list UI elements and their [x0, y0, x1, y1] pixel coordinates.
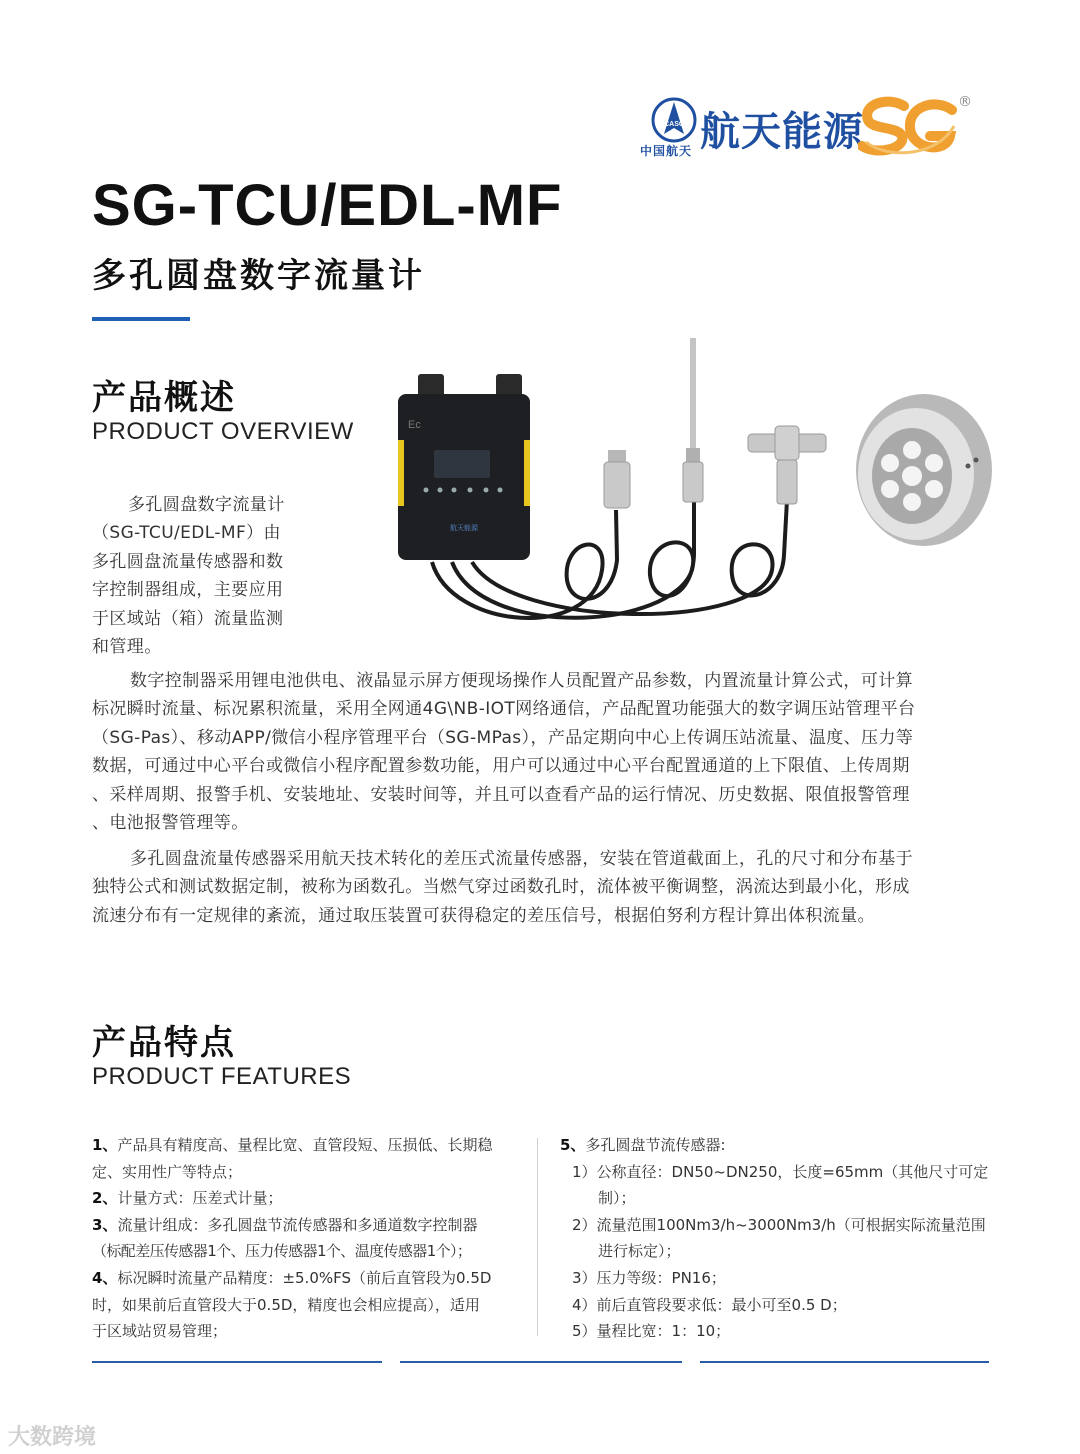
overview-paragraph-2 [92, 667, 992, 837]
features-heading-en: PRODUCT FEATURES [92, 1063, 352, 1090]
feature-line: 制）； [598, 1189, 636, 1208]
feature-heading-5: 5、多孔圆盘节流传感器: [560, 1136, 726, 1154]
paragraph-line: 独特公式和测试数据定制，被称为函数孔。当燃气穿过函数孔时，流体被平衡调整，涡流达到最小化，形成 [92, 877, 910, 898]
intro-line: 字控制器组成，主要应用 [92, 580, 284, 601]
feature-line: 2、计量方式：压差式计量； [92, 1189, 283, 1208]
paragraph-line: 多孔圆盘流量传感器采用航天技术转化的差压式流量传感器，安装在管道截面上，孔的尺寸和分布基于 [130, 849, 913, 869]
footer-rule-right [700, 1361, 989, 1363]
paragraph-line: 、电池报警管理等。 [92, 813, 249, 834]
feature-line: 于区域站贸易管理； [92, 1322, 228, 1341]
feature-line: 1、产品具有精度高、量程比宽、直管段短、压损低、长期稳 [92, 1136, 493, 1154]
paragraph-line: 数字控制器采用锂电池供电、液晶显示屏方便现场操作人员配置产品参数，内置流量计算公式，可计算 [130, 671, 913, 691]
paragraph-line: 、采样周期、报警手机、安装地址、安装时间等，并且可以查看产品的运行情况、历史数据、限值报警管理 [92, 784, 910, 805]
product-illustration [392, 330, 992, 650]
paragraph-line: （SG-Pas）、移动APP/微信小程序管理平台（SG-MPas），产品定期向中心上传调压站流量、温度、压力等 [92, 727, 914, 748]
sg-logo [858, 96, 958, 160]
svg-text:CASC: CASC [664, 121, 684, 128]
paragraph-line: 流速分布有一定规律的紊流，通过取压装置可获得稳定的差压信号，根据伯努利方程计算出体积流量。 [92, 905, 875, 926]
feature-line: （标配差压传感器1个、压力传感器1个、温度传感器1个）； [92, 1242, 472, 1261]
feature-line: 4）前后直管段要求低：最小可至0.5 D； [572, 1295, 847, 1314]
feature-line: 4、标况瞬时流量产品精度：±5.0%FS（前后直管段为0.5D [92, 1268, 492, 1287]
features-left-column [92, 1132, 532, 1345]
intro-line: 于区域站（箱）流量监测 [92, 608, 284, 629]
product-name-cn: 多孔圆盘数字流量计 [92, 256, 425, 296]
feature-line: 5）量程比宽：1：10； [572, 1322, 731, 1341]
feature-line: 2）流量范围100Nm3/h~3000Nm3/h（可根据实际流量范围 [572, 1215, 986, 1234]
intro-line: 多孔圆盘流量传感器和数 [92, 551, 284, 572]
title-underline [92, 317, 190, 321]
overview-intro [92, 491, 392, 661]
paragraph-line: 数据，可通过中心平台或微信小程序配置参数功能，用户可以通过中心平台配置通道的上下限值、上传周期 [92, 756, 910, 777]
feature-line: 进行标定）； [598, 1242, 681, 1261]
multi-hole-disc [856, 394, 992, 546]
feature-line: 定、实用性广等特点； [92, 1162, 243, 1181]
svg-text:Ec: Ec [408, 419, 421, 431]
footer-rule-middle [400, 1361, 682, 1363]
features-right-column [560, 1132, 1000, 1345]
feature-line: 3、流量计组成：多孔圆盘节流传感器和多通道数字控制器 [92, 1215, 478, 1234]
intro-line: 和管理。 [92, 637, 162, 658]
temperature-sensor [683, 338, 703, 502]
intro-line: 多孔圆盘数字流量计 [128, 495, 285, 515]
watermark: 大数跨境 [8, 1425, 97, 1450]
brand-name: 航天能源 [700, 109, 864, 155]
feature-line: 时，如果前后直管段大于0.5D，精度也会相应提高），适用 [92, 1295, 480, 1314]
overview-heading-cn: 产品概述 [92, 378, 236, 418]
product-model-title: SG-TCU/EDL-MF [92, 173, 563, 238]
overview-heading-en: PRODUCT OVERVIEW [92, 418, 354, 445]
svg-text:航天能源: 航天能源 [450, 524, 478, 532]
differential-pressure-sensor [604, 450, 630, 508]
paragraph-line: 标况瞬时流量、标况累积流量，采用全网通4G\NB-IOT网络通信，产品配置功能强大的数字调压站管理平台 [92, 699, 916, 720]
footer-rule-left [92, 1361, 382, 1363]
feature-line: 1）公称直径：DN50~DN250，长度=65mm（其他尺寸可定 [572, 1162, 989, 1181]
intro-line: （SG-TCU/EDL-MF）由 [92, 523, 281, 544]
overview-paragraph-3 [92, 845, 992, 930]
feature-line: 3）压力等级：PN16； [572, 1268, 726, 1287]
features-heading-cn: 产品特点 [92, 1023, 236, 1063]
casc-caption: 中国航天 [640, 144, 693, 158]
registered-mark: ® [958, 94, 972, 110]
column-divider [537, 1138, 538, 1336]
pressure-sensor [748, 426, 826, 504]
digital-controller [398, 374, 530, 560]
